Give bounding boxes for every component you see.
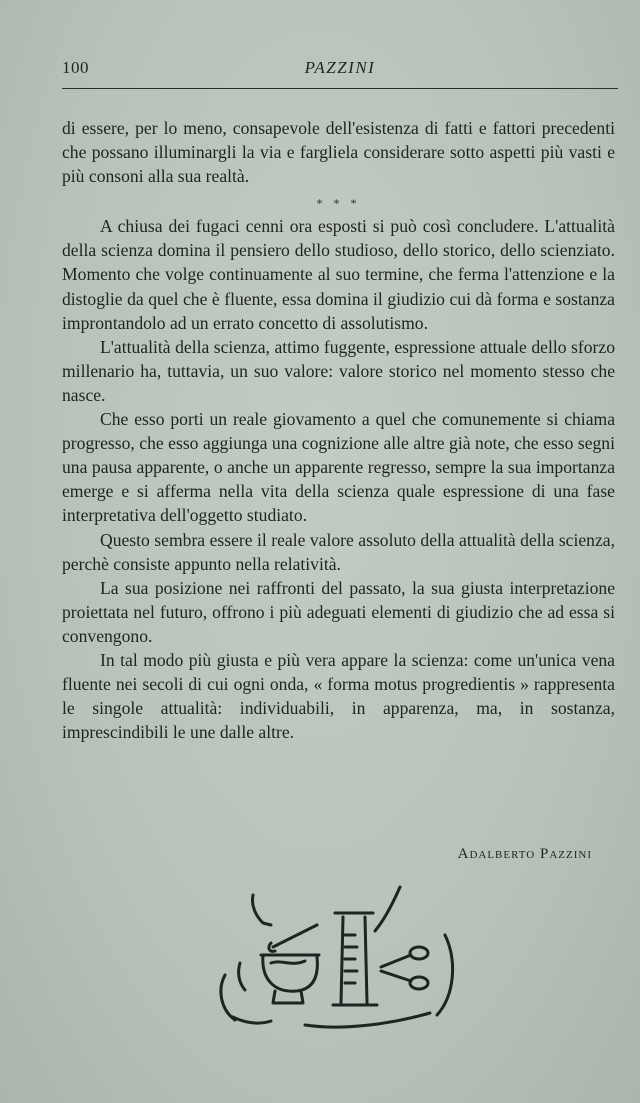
paragraph: A chiusa dei fugaci cenni ora esposti si può così concludere. L'attualità della scienza domina il pensiero dello studioso, dello storico, dello scienziato. Momento che volge continuamente al suo termine, che ferma l'attenzione e la distoglie da quel che è fluente, essa domina il giudizio cui dà forma e sostanza improntandolo ad un errato concetto di assolutismo. — [62, 216, 615, 333]
paragraph: La sua posizione nei raffronti del passato, la sua giusta interpretazione proiettata nel futuro, offrono i più adeguati elementi di giudizio che ad essa si convengono. — [62, 577, 615, 646]
paragraph: Che esso porti un reale giovamento a quel che comunemente si chiama progresso, che esso aggiunga una cognizione alle altre già note, che esso segni una pausa apparente, o anche un apparente regresso, sempre la sua importanza emerge e si afferma nella vita della scienza quale espressione di una fase interpretativa dell'oggetto studiato. — [62, 409, 615, 526]
paragraph: di essere, per lo meno, consapevole dell'esistenza di fatti e fattori precedenti che possano illuminargli la via e fargliela considerare sotto aspetti più vasti e più consoni alla sua realtà. — [62, 118, 615, 187]
page-header — [62, 58, 618, 84]
body-text — [62, 116, 615, 744]
author-signature: Adalberto Pazzini — [457, 846, 592, 862]
paragraph: L'attualità della scienza, attimo fuggente, espressione attuale dello sforzo millenario ha, tuttavia, un suo valore: valore storico nel momento stesso che nasce. — [62, 336, 615, 405]
header-rule — [62, 88, 618, 89]
running-title: PAZZINI — [304, 58, 376, 77]
section-separator: * * * — [316, 196, 361, 211]
pharmacy-vignette-icon — [205, 885, 465, 1035]
page-number: 100 — [62, 58, 89, 77]
paragraph: Questo sembra essere il reale valore assoluto della attualità della scienza, perchè consiste appunto nella relatività. — [62, 529, 615, 574]
paragraph: In tal modo più giusta e più vera appare la scienza: come un'unica vena fluente nei secoli di cui ogni onda, « forma motus progredientis » rappresenta le singole attualità: individuabili, in apparenza, ma, in sostanza, imprescindibili le une dalle altre. — [62, 649, 615, 743]
